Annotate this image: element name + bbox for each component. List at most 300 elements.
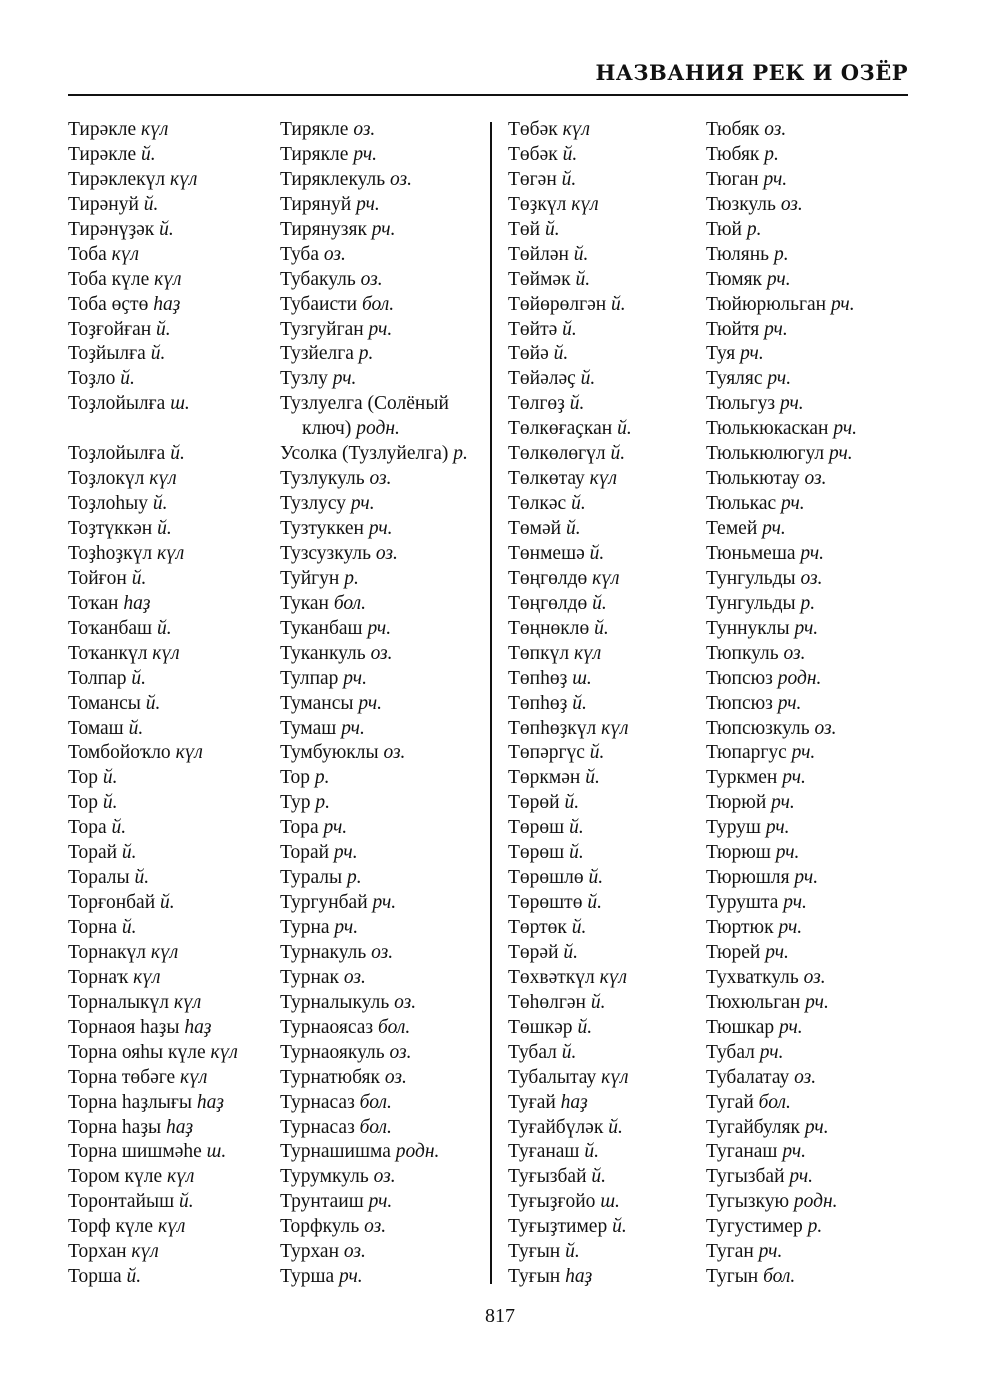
entry-abbrev: родн. <box>395 1141 440 1163</box>
entry-abbrev: й. <box>143 193 159 215</box>
entry-abbrev: й. <box>121 917 137 938</box>
entry-name: Турнасаз <box>280 1116 355 1138</box>
entry-name: Төпһөҙкүл <box>508 717 597 739</box>
list-item <box>280 991 468 1016</box>
entry-name: Тоҡанбаш <box>68 617 153 639</box>
list-item <box>706 318 857 343</box>
entry-abbrev: й. <box>592 592 607 614</box>
entry-name: Төңгөлдө <box>508 592 588 614</box>
entry-name: Төмәй <box>508 518 562 539</box>
entry-abbrev: рч. <box>740 343 764 365</box>
entry-abbrev: й. <box>571 917 587 938</box>
list-item <box>508 991 632 1016</box>
entry-name: Тухваткуль <box>706 966 799 988</box>
entry-name: Тирәнуй <box>68 193 139 215</box>
entry-abbrev: й. <box>152 493 168 515</box>
list-item <box>280 542 468 567</box>
entry-abbrev: й. <box>134 867 150 889</box>
entry-name: Төрөш <box>508 842 565 864</box>
list-item <box>68 293 238 318</box>
entry-name: Тирәклекүл <box>68 168 166 190</box>
entry-name: Тирянуй <box>280 193 352 215</box>
entry-name: Тор <box>68 767 98 789</box>
list-item <box>508 1066 632 1091</box>
entry-name: Төрөй <box>508 792 560 814</box>
entry-name: Төгән <box>508 168 557 190</box>
entry-name: Тубал <box>706 1041 755 1063</box>
entry-abbrev: күл <box>141 119 169 140</box>
entry-name: Томбойоҡло <box>68 742 171 764</box>
entry-name: Тунгульды <box>706 567 796 589</box>
list-item <box>508 866 632 891</box>
entry-abbrev: бол. <box>359 1116 392 1138</box>
list-item <box>706 1041 857 1066</box>
list-item <box>508 1016 632 1041</box>
list-item <box>508 193 632 218</box>
entry-abbrev: оз. <box>323 243 346 265</box>
list-item <box>68 816 238 841</box>
page-number: 817 <box>485 1305 515 1327</box>
entry-abbrev: й. <box>563 941 579 963</box>
entry-abbrev: оз. <box>353 119 376 140</box>
list-item <box>706 442 857 467</box>
entry-name: Торхан <box>68 1241 127 1263</box>
entry-name: Төнмешә <box>508 542 585 564</box>
entry-name: Тойғон <box>68 567 127 589</box>
list-item <box>508 417 632 442</box>
list-item <box>508 168 632 193</box>
entry-abbrev: й. <box>131 667 147 689</box>
entry-name: Туканбаш <box>280 617 363 639</box>
entry-name: Тюпсюз <box>706 692 773 714</box>
list-item <box>68 118 238 143</box>
list-item <box>508 517 632 542</box>
entry-name: Тюньмеша <box>706 542 796 564</box>
entry-name: Турша <box>280 1266 335 1288</box>
entry-abbrev: й. <box>544 218 560 240</box>
entry-name: Тузлукуль <box>280 468 365 490</box>
page-header: НАЗВАНИЯ РЕК И ОЗЁР <box>595 60 908 85</box>
entry-name: Тоҡан <box>68 592 119 614</box>
entry-name: Торша <box>68 1266 122 1288</box>
list-item <box>706 392 857 417</box>
entry-abbrev: күл <box>592 567 620 589</box>
entry-name: Төймәк <box>508 268 571 290</box>
list-item <box>280 741 468 766</box>
entry-name: Төйлән <box>508 243 569 265</box>
list-item <box>706 891 857 916</box>
entry-name: Туғыҙғойо <box>508 1191 596 1213</box>
list-item <box>508 293 632 318</box>
entry-abbrev: й. <box>573 243 589 265</box>
entry-abbrev: рч. <box>759 1041 784 1063</box>
entry-abbrev: оз. <box>780 193 803 215</box>
list-item <box>508 342 632 367</box>
entry-abbrev: й. <box>571 493 586 515</box>
entry-abbrev: оз. <box>794 1066 817 1088</box>
entry-name: Торнакүл <box>68 941 146 963</box>
list-item <box>280 1041 468 1066</box>
entry-abbrev: рч. <box>341 717 365 739</box>
entry-abbrev: күл <box>133 966 161 988</box>
entry-name: Тубалатау <box>706 1066 790 1088</box>
entry-abbrev: күл <box>169 168 198 190</box>
entry-name: Торай <box>280 842 330 864</box>
list-item <box>706 517 857 542</box>
entry-abbrev: бол. <box>378 1016 411 1038</box>
entry-abbrev: й. <box>584 1141 599 1163</box>
list-item <box>508 717 632 742</box>
entry-abbrev: күл <box>562 119 590 140</box>
entry-abbrev: күл <box>180 1066 208 1088</box>
entry-name: Тюрей <box>706 941 761 963</box>
list-item <box>508 1165 632 1190</box>
list-item <box>508 642 632 667</box>
list-item <box>508 392 632 417</box>
list-item <box>280 318 468 343</box>
entry-name: Тоҙйылға <box>68 343 146 365</box>
list-item <box>508 1116 632 1141</box>
entry-abbrev: оз. <box>803 966 826 988</box>
entry-abbrev: й. <box>561 168 577 190</box>
column-russian-right <box>706 118 857 1290</box>
entry-name: Төрәй <box>508 941 559 963</box>
entry-abbrev: й. <box>562 318 577 340</box>
entry-abbrev: рч. <box>358 692 383 714</box>
list-item <box>508 741 632 766</box>
entry-abbrev: күл <box>152 642 180 664</box>
entry-name: Томансы <box>68 692 141 714</box>
list-item <box>68 1165 238 1190</box>
entry-abbrev: рч. <box>762 518 786 539</box>
list-item <box>706 342 857 367</box>
entry-abbrev: р. <box>358 343 374 365</box>
entry-name: Тургунбай <box>280 892 368 914</box>
list-item <box>280 692 468 717</box>
entry-abbrev: күл <box>173 991 202 1013</box>
list-item <box>68 966 238 991</box>
entry-abbrev: ш. <box>600 1191 620 1213</box>
entry-name: Тоҙлокүл <box>68 468 145 490</box>
list-item <box>68 1016 238 1041</box>
list-item <box>280 1215 468 1240</box>
entry-name: Тюпсюз <box>706 667 773 689</box>
entry-abbrev: й. <box>102 767 118 789</box>
entry-abbrev: рч. <box>777 692 802 714</box>
list-item <box>68 143 238 168</box>
entry-abbrev: р. <box>800 592 816 614</box>
entry-abbrev: й. <box>156 318 171 340</box>
list-item <box>508 617 632 642</box>
list-item <box>280 791 468 816</box>
entry-name: Төлкәс <box>508 493 567 515</box>
list-item <box>508 766 632 791</box>
list-item <box>280 916 468 941</box>
list-item <box>706 492 857 517</box>
entry-name: Туғанаш <box>508 1141 580 1163</box>
list-item <box>280 492 468 517</box>
entry-name: Төңнөклө <box>508 617 590 639</box>
list-item <box>68 1041 238 1066</box>
list-item <box>508 492 632 517</box>
entry-abbrev: й. <box>126 1266 142 1288</box>
entry-name: Тюпкуль <box>706 642 779 664</box>
entry-abbrev: р. <box>314 767 330 789</box>
entry-abbrev: рч. <box>323 817 348 839</box>
entry-name: Тирәнүҙәк <box>68 218 155 240</box>
entry-abbrev: р. <box>764 143 779 165</box>
entry-abbrev: й. <box>590 991 606 1013</box>
list-item <box>280 168 468 193</box>
entry-abbrev: оз. <box>371 941 394 963</box>
entry-name: Төйәләҫ <box>508 368 576 390</box>
entry-abbrev: рч. <box>763 168 788 190</box>
list-item <box>280 1140 468 1165</box>
list-item <box>706 1190 857 1215</box>
entry-abbrev: й. <box>575 268 591 290</box>
entry-name: Тор <box>68 792 98 814</box>
header-rule <box>68 94 908 96</box>
entry-name: Төхвәткүл <box>508 966 595 988</box>
entry-name: Трунтаиш <box>280 1191 364 1213</box>
entry-abbrev: күл <box>150 941 179 963</box>
entry-abbrev: й. <box>128 717 144 739</box>
list-item <box>508 467 632 492</box>
entry-abbrev: рч. <box>779 393 804 415</box>
list-item <box>508 442 632 467</box>
list-item <box>706 941 857 966</box>
entry-name: Төйөрөлгән <box>508 293 607 315</box>
entry-name: Тумаш <box>280 717 337 739</box>
list-item <box>706 1140 857 1165</box>
entry-name: Туғайбүләк <box>508 1116 604 1138</box>
entry-abbrev: оз. <box>343 1241 366 1263</box>
entry-name: Тукан <box>280 592 329 614</box>
entry-name: Тюбяк <box>706 119 760 140</box>
entry-abbrev: рч. <box>333 842 358 864</box>
entry-name: Туғай <box>508 1091 556 1113</box>
list-item <box>68 268 238 293</box>
list-item <box>68 991 238 1016</box>
list-item <box>280 717 468 742</box>
list-item <box>706 118 857 143</box>
entry-abbrev: р. <box>453 443 468 465</box>
list-item <box>280 243 468 268</box>
entry-name: Тубакуль <box>280 268 356 290</box>
list-item <box>68 592 238 617</box>
list-item <box>706 1215 857 1240</box>
list-item <box>508 268 632 293</box>
entry-name: Торна һаҙы <box>68 1116 162 1138</box>
entry-name: Тюган <box>706 168 759 190</box>
entry-abbrev: й. <box>587 892 602 914</box>
entry-name: Тюбяк <box>706 143 760 165</box>
entry-abbrev: й. <box>565 518 581 539</box>
list-item <box>706 1165 857 1190</box>
entry-abbrev: й. <box>565 1241 580 1263</box>
list-item <box>280 1265 468 1290</box>
entry-abbrev: й. <box>157 518 172 539</box>
entry-abbrev: рч. <box>775 842 800 864</box>
entry-abbrev: й. <box>178 1191 194 1213</box>
entry-name: Тоҙһоҙкүл <box>68 542 153 564</box>
entry-abbrev: оз. <box>394 991 417 1013</box>
list-item <box>280 617 468 642</box>
entry-abbrev: рч. <box>829 443 853 465</box>
list-item <box>706 1116 857 1141</box>
entry-name: Төйә <box>508 343 549 365</box>
entry-abbrev: күл <box>149 468 177 490</box>
entry-abbrev: й. <box>131 567 147 589</box>
list-item <box>508 1091 632 1116</box>
list-item <box>68 1215 238 1240</box>
list-item <box>280 1116 468 1141</box>
entry-abbrev: рч. <box>334 917 359 938</box>
entry-abbrev: рч. <box>805 991 829 1013</box>
entry-abbrev: р. <box>746 218 762 240</box>
entry-name: Тюлькюкаскан <box>706 418 829 440</box>
entry-abbrev: й. <box>580 368 596 390</box>
entry-name: Торай <box>68 842 118 864</box>
entry-name: Тирәкле <box>68 143 137 165</box>
entry-name: Тюрюш <box>706 842 771 864</box>
entry-name: Тоҙтүккән <box>68 518 153 539</box>
entry-abbrev: бол. <box>359 1091 392 1113</box>
entry-name: Туя <box>706 343 736 365</box>
list-item <box>706 667 857 692</box>
entry-name: Туралы <box>280 867 343 889</box>
entry-name: Төртөк <box>508 917 567 938</box>
list-item <box>706 966 857 991</box>
entry-abbrev: й. <box>588 867 604 889</box>
entry-abbrev: күл <box>589 468 618 490</box>
entry-name: Тора <box>280 817 319 839</box>
entry-name: Торф күле <box>68 1216 154 1238</box>
entry-abbrev: һаҙ <box>560 1091 588 1113</box>
entry-abbrev: рч. <box>339 1266 363 1288</box>
entry-name: Тубаисти <box>280 293 358 315</box>
entry-name: Төпәргүс <box>508 742 585 764</box>
entry-abbrev: күл <box>167 1166 195 1188</box>
entry-name: Усолка (Тузлуйелга) <box>280 443 449 465</box>
entry-name: Тюлькютау <box>706 468 800 490</box>
list-item <box>280 1091 468 1116</box>
list-item <box>706 617 857 642</box>
list-item <box>508 243 632 268</box>
column-russian-left <box>280 118 468 1290</box>
entry-abbrev: рч. <box>778 1016 803 1038</box>
entry-abbrev: рч. <box>371 218 396 240</box>
list-item <box>508 1041 632 1066</box>
list-item <box>280 841 468 866</box>
entry-abbrev: бол. <box>361 293 395 315</box>
entry-name: Туган <box>706 1241 754 1263</box>
entry-abbrev: рч. <box>789 1166 814 1188</box>
entry-abbrev: оз. <box>383 742 406 764</box>
entry-name: Торнаоя һаҙы <box>68 1016 180 1038</box>
list-item <box>706 841 857 866</box>
entry-name: Туғыҙтимер <box>508 1216 608 1238</box>
entry-abbrev: рч. <box>758 1241 783 1263</box>
entry-name: Тузсузкуль <box>280 542 371 564</box>
entry-name: Тюй <box>706 218 742 240</box>
list-item <box>706 642 857 667</box>
entry-abbrev: й. <box>156 617 172 639</box>
entry-abbrev: й. <box>585 767 600 789</box>
list-item <box>280 467 468 492</box>
entry-abbrev: оз. <box>360 268 383 290</box>
list-item <box>68 1066 238 1091</box>
list-item <box>68 243 238 268</box>
list-item <box>68 367 238 392</box>
entry-name: Тюпаргус <box>706 742 787 764</box>
list-item <box>68 891 238 916</box>
entry-name: Тур <box>280 792 311 814</box>
entry-name: Тузгуйган <box>280 318 364 340</box>
entry-abbrev: күл <box>571 193 599 215</box>
list-item <box>68 1265 238 1290</box>
list-item <box>706 816 857 841</box>
entry-name: Турна <box>280 917 330 938</box>
entry-abbrev: й. <box>121 842 137 864</box>
entry-name: Тюлькас <box>706 493 777 515</box>
entry-abbrev: рч. <box>350 493 375 515</box>
entry-abbrev: оз. <box>364 1216 387 1238</box>
entry-name: Тугызкую <box>706 1191 790 1213</box>
entry-abbrev: бол. <box>758 1091 791 1113</box>
list-item <box>706 417 857 442</box>
entry-name: Тюртюк <box>706 917 774 938</box>
entry-name: Тюйтя <box>706 318 760 340</box>
list-item <box>68 218 238 243</box>
entry-name: Төбәк <box>508 143 558 165</box>
list-item <box>280 816 468 841</box>
entry-name: Тугын <box>706 1266 759 1288</box>
entry-abbrev: й. <box>141 143 156 165</box>
entry-abbrev: й. <box>589 542 605 564</box>
entry-name: Төрөштө <box>508 892 583 914</box>
entry-name: Турнатюбяк <box>280 1066 380 1088</box>
entry-abbrev: й. <box>569 393 585 415</box>
entry-abbrev: оз. <box>800 567 823 589</box>
entry-name: Турнашишма <box>280 1141 391 1163</box>
entry-abbrev: оз. <box>783 642 806 664</box>
list-item <box>508 841 632 866</box>
list-item <box>280 642 468 667</box>
list-item <box>508 318 632 343</box>
list-item <box>68 866 238 891</box>
list-item <box>68 193 238 218</box>
list-item <box>508 367 632 392</box>
list-item <box>706 766 857 791</box>
entry-name: Тюйюрюльган <box>706 293 827 315</box>
entry-name: Төңгөлдө <box>508 567 588 589</box>
list-item <box>280 442 468 467</box>
entry-abbrev: рч. <box>765 941 789 963</box>
entry-abbrev: һаҙ <box>166 1116 194 1138</box>
entry-name: Турналыкуль <box>280 991 390 1013</box>
list-item <box>68 1190 238 1215</box>
entry-abbrev: оз. <box>384 1066 407 1088</box>
entry-name: Төрөш <box>508 817 565 839</box>
list-item <box>68 417 238 442</box>
list-item <box>68 1140 238 1165</box>
entry-abbrev: рч. <box>833 418 857 440</box>
list-item <box>508 1190 632 1215</box>
list-item <box>280 392 468 417</box>
list-item <box>508 692 632 717</box>
entry-abbrev: й. <box>577 1016 593 1038</box>
